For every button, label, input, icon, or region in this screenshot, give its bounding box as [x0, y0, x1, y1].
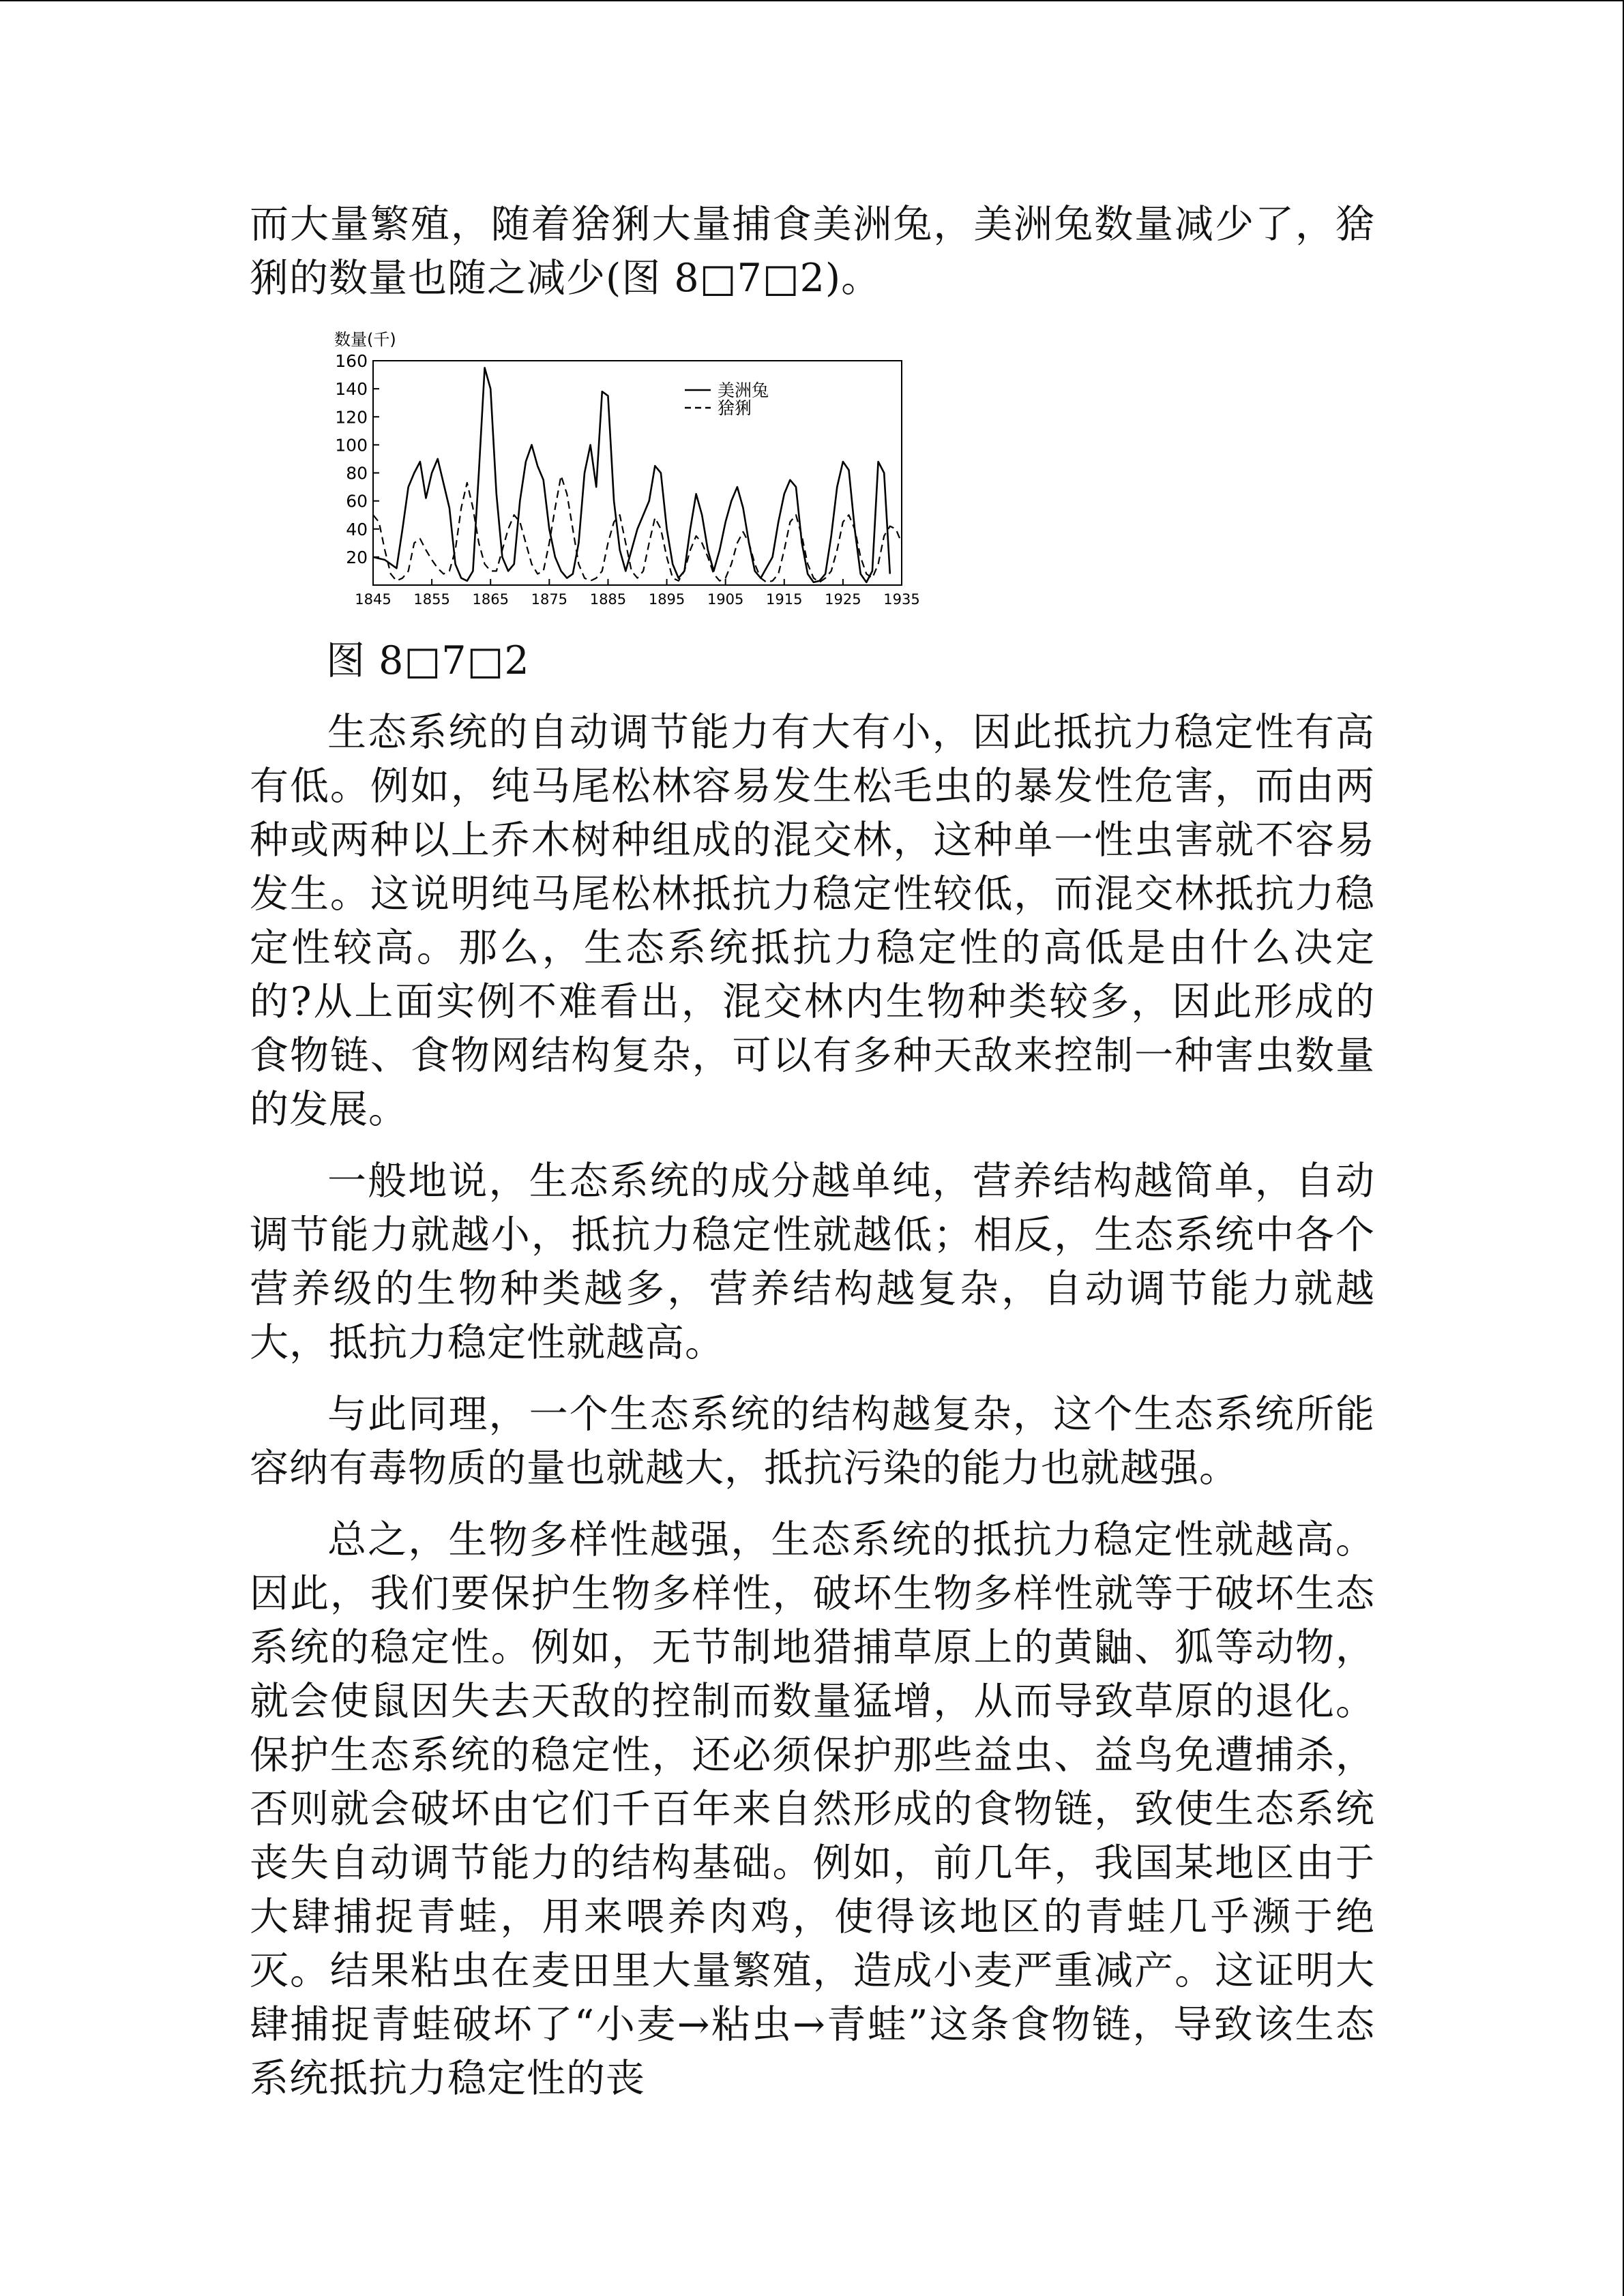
x-tick-label: 1875: [531, 591, 568, 608]
x-tick-label: 1855: [413, 591, 450, 608]
x-tick-label: 1915: [766, 591, 803, 608]
paragraph-general-rule: 一般地说，生态系统的成分越单纯，营养结构越简单，自动调节能力就越小，抵抗力稳定性就越低；相反，生态系统中各个营养级的生物种类越多，营养结构越复杂，自动调节能力就越大，抵抗力稳定性就越高。: [250, 1159, 1375, 1365]
figure-caption: 图 8□7□2: [326, 638, 530, 683]
y-tick-label: 120: [335, 407, 368, 428]
legend-label: 猞猁: [718, 398, 752, 418]
x-tick-label: 1925: [825, 591, 861, 608]
y-tick-label: 40: [346, 519, 368, 539]
y-tick-label: 60: [346, 491, 368, 511]
paragraph-stability-intro: 生态系统的自动调节能力有大有小，因此抵抗力稳定性有高有低。例如，纯马尾松林容易发生松毛虫的暴发性危害，而由两种或两种以上乔木树种组成的混交林，这种单一性虫害就不容易发生。这说明纯马尾松林抵抗力稳定性较低，而混交林抵抗力稳定性较高。那么，生态系统抵抗力稳定性的高低是由什么决定的?从上面实例不难看出，混交林内生物种类较多，因此形成的食物链、食物网结构复杂，可以有多种天敌来控制一种害虫数量的发展。: [250, 710, 1375, 1132]
plot-frame: [373, 361, 902, 585]
legend-label: 美洲兔: [718, 381, 769, 400]
x-tick-label: 1895: [648, 591, 685, 608]
y-tick-label: 100: [335, 435, 368, 456]
series-line-hare: [373, 368, 890, 582]
population-line-chart: [321, 320, 921, 621]
paragraph-pollution: 与此同理，一个生态系统的结构越复杂，这个生态系统所能容纳有毒物质的量也就越大，抵抗污染的能力也就越强。: [250, 1392, 1375, 1491]
x-tick-label: 1935: [883, 591, 920, 608]
body-text-block: [250, 706, 1375, 2106]
x-tick-label: 1845: [355, 591, 392, 608]
paragraph-biodiversity: 总之，生物多样性越强，生态系统的抵抗力稳定性就越高。因此，我们要保护生物多样性，破坏生物多样性就等于破坏生态系统的稳定性。例如，无节制地猎捕草原上的黄鼬、狐等动物，就会使鼠因失去天敌的控制而数量猛增，从而导致草原的退化。保护生态系统的稳定性，还必须保护那些益虫、益鸟免遭捕杀，否则就会破坏由它们千百年来自然形成的食物链，致使生态系统丧失自动调节能力的结构基础。例如，前几年，我国某地区由于大肆捕捉青蛙，用来喂养肉鸡，使得该地区的青蛙几乎濒于绝灭。结果粘虫在麦田里大量繁殖，造成小麦严重减产。这证明大肆捕捉青蛙破坏了“小麦→粘虫→青蛙”这条食物链，导致该生态系统抵抗力稳定性的丧: [250, 1517, 1375, 2101]
intro-paragraph: 而大量繁殖，随着猞猁大量捕食美洲兔，美洲兔数量减少了，猞猁的数量也随之减少(图 8□7□2)。: [250, 202, 1375, 301]
y-tick-label: 140: [335, 379, 368, 400]
x-tick-label: 1885: [589, 591, 627, 608]
intro-text-block: [250, 198, 1375, 305]
y-tick-label: 80: [346, 463, 368, 483]
y-axis-label: 数量(千): [334, 330, 396, 349]
x-tick-label: 1905: [707, 591, 744, 608]
y-tick-label: 20: [346, 547, 368, 567]
population-chart-figure: [321, 320, 921, 621]
x-tick-label: 1865: [472, 591, 509, 608]
y-tick-label: 160: [335, 351, 368, 371]
